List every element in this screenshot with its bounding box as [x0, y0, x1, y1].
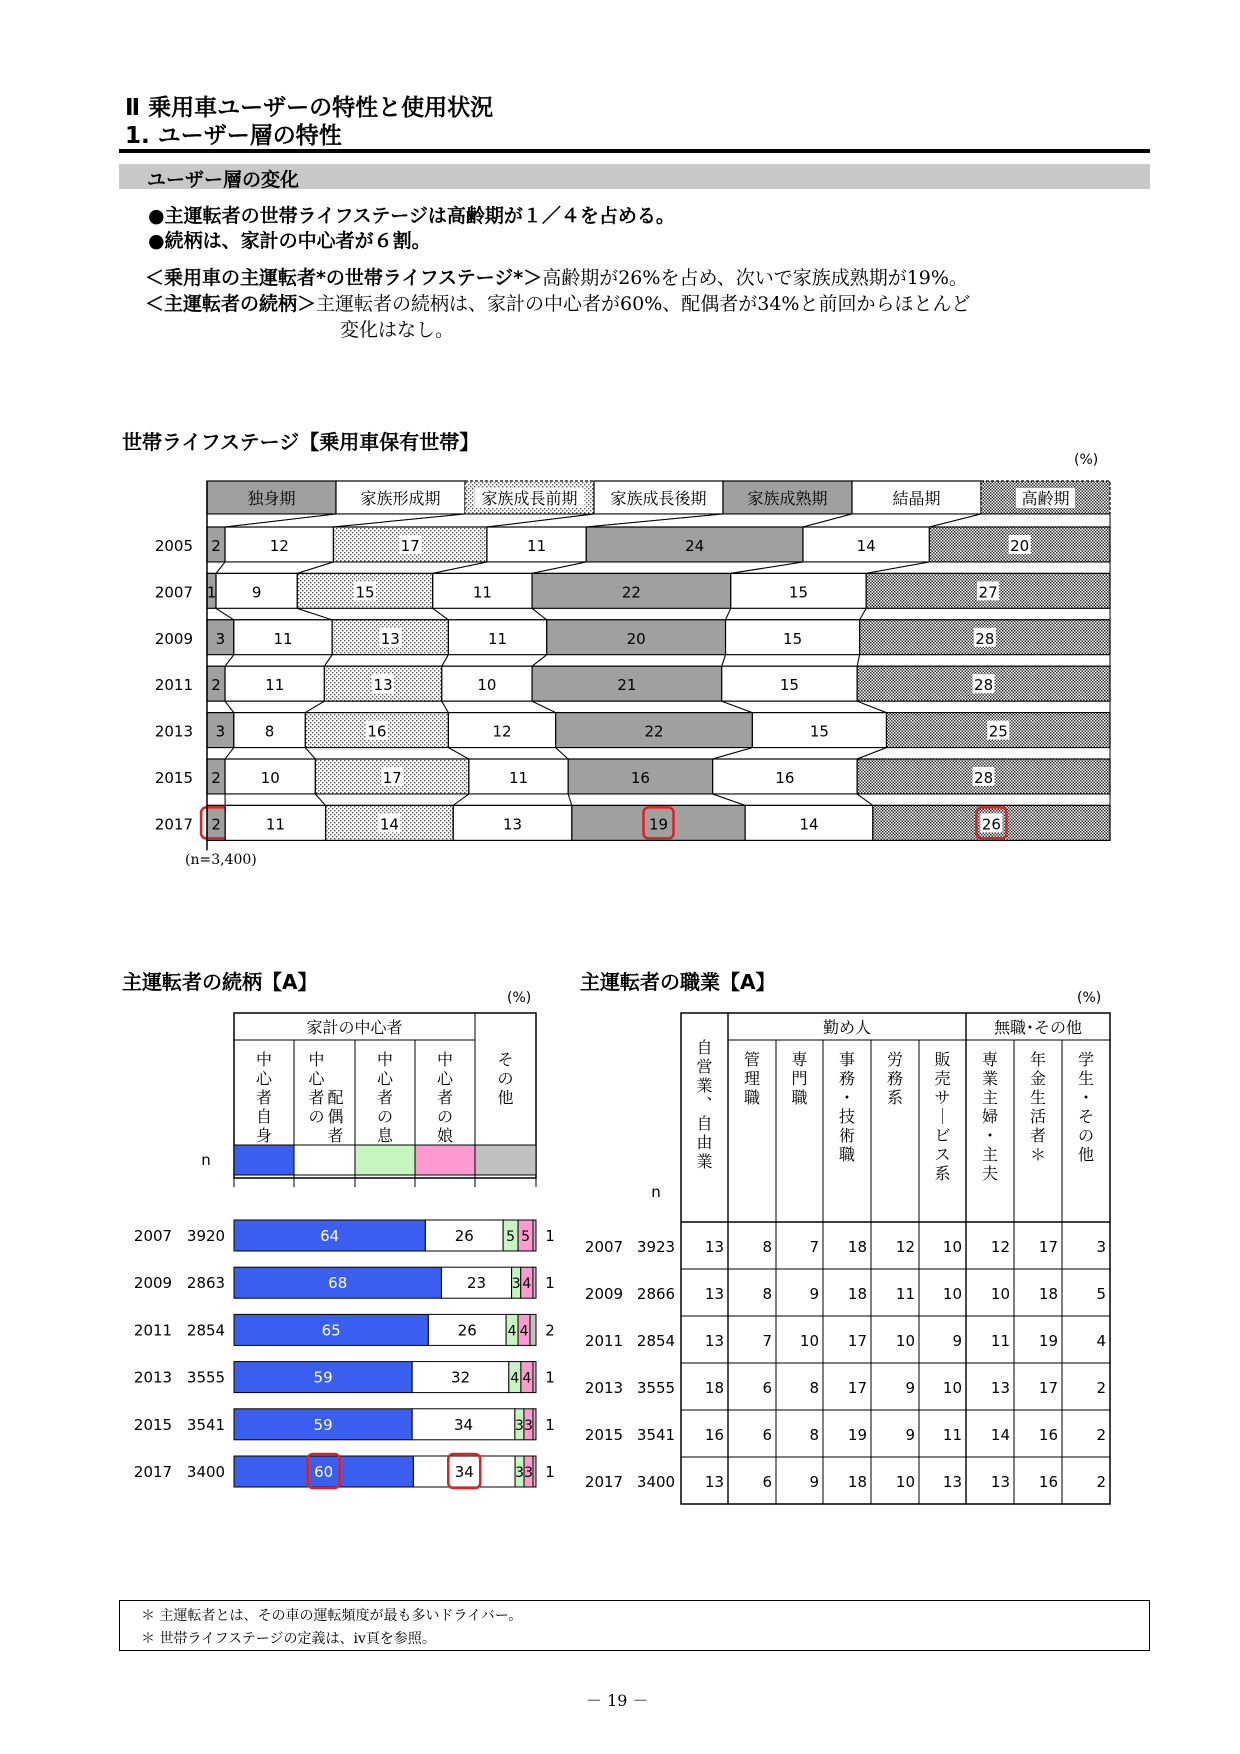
- year-label: 2017: [154, 815, 193, 834]
- col-label-char: 自: [696, 1038, 713, 1057]
- table-cell: 16: [1038, 1426, 1058, 1444]
- value-label: 14: [856, 537, 876, 555]
- value-label: 26: [981, 815, 1001, 834]
- table-cell: 17: [1038, 1238, 1058, 1256]
- value-label: 4: [510, 1370, 520, 1387]
- col-label-char: 夫: [981, 1164, 999, 1183]
- value-label: 5: [506, 1229, 516, 1245]
- value-label: 13: [380, 629, 400, 648]
- col-label-char: ・: [1077, 1088, 1095, 1107]
- col-label-char: 活: [1029, 1107, 1047, 1126]
- table-cell: 11: [990, 1332, 1010, 1350]
- value-label: 2: [211, 537, 221, 555]
- col-label-char: 他: [1077, 1145, 1095, 1164]
- legend-label: 独身期: [247, 489, 296, 508]
- table-cell: 7: [762, 1332, 772, 1350]
- col-label-char: 職: [743, 1088, 761, 1107]
- bullet-2: ●続柄は、家計の中心者が６割。: [148, 230, 431, 252]
- col-label-spouse-char: の: [308, 1107, 325, 1126]
- value-label: 1: [545, 1274, 555, 1293]
- n-value: 3920: [186, 1227, 226, 1245]
- col-label-other-char: の: [497, 1069, 514, 1088]
- col-label-char: ビ: [934, 1126, 951, 1145]
- col-label-son-char: の: [376, 1107, 394, 1126]
- value-label: 22: [621, 583, 641, 602]
- table-cell: 2: [1096, 1473, 1106, 1491]
- paragraph-2-text: 主運転者の続柄は、家計の中心者が60%、配偶者が34%と前回からほとんど: [316, 293, 971, 315]
- paragraph-1-text: 高齢期が26%を占め、次いで家族成熟期が19%。: [542, 267, 968, 289]
- value-label: 11: [273, 629, 293, 648]
- value-label: 34: [454, 1463, 474, 1481]
- value-label: 22: [644, 722, 664, 741]
- col-label-char: 生: [1077, 1069, 1095, 1088]
- table-cell: 10: [799, 1332, 819, 1350]
- value-label: 34: [453, 1415, 474, 1434]
- col-label-char: ︑: [696, 1095, 713, 1114]
- value-label: 14: [799, 815, 819, 834]
- col-label-char: 管: [743, 1050, 761, 1069]
- table-cell: 18: [704, 1379, 724, 1397]
- legend-label: 家族成熟期: [747, 489, 828, 508]
- legend-label: 家族成長後期: [610, 489, 707, 508]
- value-label: 5: [521, 1229, 530, 1245]
- table-cell: 16: [704, 1426, 724, 1444]
- value-label: 17: [382, 769, 402, 787]
- value-label: 3: [524, 1465, 533, 1481]
- value-label: 3: [215, 722, 226, 741]
- value-label: 20: [626, 629, 646, 648]
- value-label: 15: [355, 583, 375, 602]
- col-label-char: 務: [886, 1069, 904, 1088]
- col-label-char: の: [1077, 1126, 1095, 1145]
- table-cell: 8: [762, 1238, 772, 1256]
- col-label-char: 金: [1029, 1069, 1047, 1088]
- footnote-2: ＊ 世帯ライフステージの定義は、ⅳ頁を参照。: [141, 1631, 436, 1647]
- n-value: 3555: [186, 1368, 226, 1387]
- col-label-char: 系: [886, 1088, 904, 1107]
- table-cell: 17: [1038, 1379, 1058, 1397]
- table-cell: 19: [1038, 1332, 1058, 1350]
- col-label-self-char: 中: [255, 1050, 273, 1069]
- value-label: 13: [373, 676, 393, 695]
- year-label: 2015: [584, 1426, 624, 1444]
- col-label-char: 専: [791, 1050, 808, 1069]
- n-value: 2854: [186, 1321, 226, 1340]
- value-label: 11: [527, 537, 547, 555]
- col-label-son-char: 者: [376, 1088, 394, 1107]
- year-label: 2013: [133, 1368, 173, 1387]
- col-label-char: 術: [838, 1126, 856, 1145]
- value-label: 1: [545, 1463, 555, 1481]
- lifestage-chart-title: 世帯ライフステージ【乗用車保有世帯】: [122, 430, 480, 454]
- value-label: 32: [450, 1368, 471, 1387]
- table-cell: 7: [809, 1238, 819, 1256]
- table-cell: 9: [809, 1473, 819, 1491]
- col-label-char: ・: [981, 1126, 999, 1145]
- col-label-spouse-char: 心: [308, 1069, 325, 1088]
- table-cell: 12: [990, 1238, 1010, 1256]
- value-label: 4: [522, 1276, 532, 1293]
- n-value: 2854: [636, 1332, 676, 1350]
- col-label-char: 事: [838, 1050, 856, 1069]
- col-label-char: 業: [981, 1069, 999, 1088]
- col-label-char: 業: [696, 1076, 713, 1095]
- value-label: 11: [265, 815, 285, 834]
- col-label-char: 販: [934, 1050, 951, 1069]
- table-cell: 6: [762, 1426, 772, 1444]
- value-label: 15: [809, 722, 829, 741]
- paragraph-2-cont: 変化はなし。: [340, 319, 455, 341]
- legend-label: 結晶期: [892, 489, 941, 508]
- table-cell: 2: [1096, 1379, 1106, 1397]
- legend-label: 家族形成期: [360, 489, 441, 508]
- col-label-char: 系: [934, 1164, 951, 1183]
- col-label-char: 業: [696, 1152, 713, 1171]
- table-cell: 10: [895, 1332, 915, 1350]
- col-label-self-char: 自: [255, 1107, 273, 1126]
- col-label-char: そ: [1077, 1107, 1095, 1126]
- year-label: 2013: [584, 1379, 624, 1397]
- table-cell: 13: [704, 1285, 724, 1303]
- group-header-label: 無職･その他: [993, 1018, 1083, 1037]
- n-label: n: [201, 1151, 211, 1169]
- n-value: 3541: [186, 1415, 226, 1434]
- table-cell: 8: [762, 1285, 772, 1303]
- value-label: 16: [630, 769, 650, 787]
- value-label: 1: [545, 1368, 555, 1387]
- col-label-spouse-char: 中: [308, 1050, 325, 1069]
- col-label-char: 年: [1029, 1050, 1047, 1069]
- table-cell: 6: [762, 1473, 772, 1491]
- col-label-char: 主: [981, 1088, 999, 1107]
- col-label-char: 営: [696, 1057, 713, 1076]
- col-label-spouse-char: 配: [327, 1088, 344, 1107]
- value-label: 15: [788, 583, 809, 602]
- table-cell: 14: [990, 1426, 1010, 1444]
- table-cell: 13: [704, 1332, 724, 1350]
- value-label: 2: [211, 815, 221, 834]
- col-label-daughter-char: の: [436, 1107, 454, 1126]
- table-cell: 17: [847, 1332, 867, 1350]
- table-cell: 8: [809, 1379, 819, 1397]
- value-label: 4: [519, 1323, 529, 1340]
- table-cell: 4: [1096, 1332, 1106, 1350]
- col-label-char: 職: [838, 1145, 856, 1164]
- table-cell: 5: [1096, 1285, 1106, 1303]
- n-value: 3400: [636, 1473, 676, 1491]
- col-label-char: 生: [1029, 1088, 1047, 1107]
- value-label: 10: [260, 769, 280, 787]
- subsection-title: ユーザー層の変化: [147, 169, 300, 191]
- value-label: 16: [367, 722, 387, 741]
- table-cell: 18: [847, 1285, 867, 1303]
- table-cell: 19: [847, 1426, 867, 1444]
- year-label: 2015: [133, 1415, 173, 1434]
- table-cell: 13: [990, 1473, 1010, 1491]
- col-label-char: ｜: [934, 1107, 951, 1126]
- year-label: 2007: [154, 583, 193, 602]
- table-cell: 9: [905, 1426, 915, 1444]
- table-cell: 16: [1038, 1473, 1058, 1491]
- year-label: 2017: [133, 1463, 173, 1481]
- value-label: 20: [1010, 537, 1030, 555]
- table-cell: 11: [942, 1426, 962, 1444]
- table-cell: 10: [895, 1473, 915, 1491]
- value-label: 25: [988, 722, 1008, 741]
- year-label: 2007: [584, 1238, 624, 1256]
- value-label: 60: [314, 1463, 334, 1481]
- occupation-unit: (%): [1077, 990, 1102, 1006]
- value-label: 11: [508, 769, 529, 787]
- paragraph-2-label: ＜主運転者の続柄＞: [145, 293, 317, 315]
- col-label-char: 技: [838, 1107, 856, 1126]
- value-label: 28: [975, 629, 995, 648]
- table-cell: 8: [809, 1426, 819, 1444]
- col-label-char: 理: [743, 1069, 761, 1088]
- table-cell: 6: [762, 1379, 772, 1397]
- col-label-char: 労: [886, 1050, 904, 1069]
- year-label: 2005: [154, 537, 193, 555]
- value-label: 14: [379, 815, 399, 834]
- occupation-table-title: 主運転者の職業【A】: [580, 970, 776, 994]
- col-label-char: 由: [696, 1133, 713, 1152]
- legend-label: 高齢期: [1021, 489, 1070, 508]
- col-label-self-char: 心: [255, 1069, 273, 1088]
- col-label-spouse-char: 者: [327, 1126, 344, 1145]
- col-label-char: 門: [791, 1069, 808, 1088]
- value-label: 59: [313, 1368, 333, 1387]
- col-label-char: 職: [791, 1088, 808, 1107]
- value-label: 68: [328, 1274, 348, 1293]
- lifestage-note: (n=3,400): [185, 852, 257, 868]
- table-cell: 2: [1096, 1426, 1106, 1444]
- value-label: 12: [269, 537, 289, 555]
- n-value: 3400: [186, 1463, 226, 1481]
- n-value: 3555: [636, 1379, 676, 1397]
- n-value: 2863: [186, 1274, 226, 1293]
- col-label-daughter-char: 中: [436, 1050, 454, 1069]
- value-label: 13: [503, 815, 523, 834]
- table-cell: 12: [895, 1238, 915, 1256]
- year-label: 2007: [133, 1227, 173, 1245]
- value-label: 19: [648, 815, 669, 834]
- value-label: 26: [457, 1321, 477, 1340]
- bullet-1: ●主運転者の世帯ライフステージは高齢期が１／４を占める。: [148, 205, 675, 227]
- col-label-char: 自: [696, 1114, 713, 1133]
- value-label: 1: [545, 1227, 555, 1245]
- value-label: 59: [313, 1415, 333, 1434]
- value-label: 4: [507, 1323, 517, 1340]
- table-cell: 13: [990, 1379, 1010, 1397]
- value-label: 28: [974, 676, 994, 695]
- col-label-char: 者: [1029, 1126, 1047, 1145]
- col-label-char: ＊: [1029, 1145, 1047, 1164]
- year-label: 2017: [584, 1473, 624, 1491]
- value-label: 17: [400, 537, 420, 555]
- relationship-chart-title: 主運転者の続柄【A】: [122, 970, 318, 994]
- value-label: 1: [206, 583, 217, 602]
- col-label-daughter-char: 者: [436, 1088, 454, 1107]
- col-label-son-char: 中: [376, 1050, 394, 1069]
- value-label: 2: [545, 1321, 555, 1340]
- value-label: 12: [492, 722, 512, 741]
- col-label-char: 専: [981, 1050, 999, 1069]
- value-label: 11: [472, 583, 492, 602]
- col-label-son-char: 心: [376, 1069, 394, 1088]
- year-label: 2009: [584, 1285, 624, 1303]
- col-label-char: ス: [934, 1145, 951, 1164]
- col-label-char: 主: [981, 1145, 999, 1164]
- n-value: 3923: [636, 1238, 676, 1256]
- col-label-spouse-char: 者: [308, 1088, 325, 1107]
- value-label: 4: [522, 1370, 532, 1387]
- col-label-char: 婦: [981, 1107, 999, 1126]
- value-label: 21: [617, 676, 637, 695]
- n-label: n: [651, 1183, 661, 1201]
- table-cell: 10: [990, 1285, 1010, 1303]
- value-label: 11: [265, 676, 285, 695]
- table-cell: 10: [942, 1379, 962, 1397]
- col-label-char: サ: [934, 1088, 951, 1107]
- table-cell: 13: [704, 1238, 724, 1256]
- col-label-other-char: そ: [497, 1050, 514, 1069]
- chapter-title: Ⅱ 乗用車ユーザーの特性と使用状況: [125, 95, 494, 121]
- value-label: 2: [211, 769, 221, 787]
- paragraph-1-label: ＜乗用車の主運転者*の世帯ライフステージ*＞: [145, 267, 543, 289]
- table-cell: 18: [1038, 1285, 1058, 1303]
- year-label: 2011: [154, 676, 193, 695]
- col-label-spouse-char: 偶: [327, 1107, 344, 1126]
- relationship-unit: (%): [507, 990, 532, 1006]
- value-label: 1: [545, 1415, 555, 1434]
- col-label-other-char: 他: [497, 1088, 514, 1107]
- table-cell: 10: [942, 1238, 962, 1256]
- n-value: 3541: [636, 1426, 676, 1444]
- value-label: 26: [454, 1227, 474, 1245]
- col-label-self-char: 者: [255, 1088, 273, 1107]
- col-label-char: 売: [934, 1069, 951, 1088]
- value-label: 28: [974, 769, 994, 787]
- table-cell: 9: [809, 1285, 819, 1303]
- col-label-daughter-char: 娘: [436, 1126, 454, 1145]
- value-label: 10: [477, 676, 497, 695]
- lifestage-unit: (%): [1074, 452, 1099, 468]
- value-label: 9: [251, 583, 262, 602]
- group-header-label: 勤め人: [822, 1018, 872, 1037]
- year-label: 2011: [584, 1332, 624, 1350]
- year-label: 2009: [154, 629, 193, 648]
- value-label: 15: [783, 629, 803, 648]
- value-label: 3: [523, 1417, 533, 1434]
- group-header-label: 家計の中心者: [306, 1018, 403, 1037]
- year-label: 2015: [154, 769, 193, 787]
- year-label: 2011: [133, 1321, 173, 1340]
- table-cell: 17: [847, 1379, 867, 1397]
- year-label: 2013: [154, 722, 193, 741]
- n-value: 2866: [636, 1285, 676, 1303]
- value-label: 16: [775, 769, 795, 787]
- value-label: 65: [321, 1321, 341, 1340]
- table-cell: 13: [942, 1473, 962, 1491]
- col-label-char: 務: [838, 1069, 856, 1088]
- value-label: 64: [320, 1227, 340, 1245]
- value-label: 3: [215, 629, 226, 648]
- value-label: 2: [211, 676, 221, 695]
- footnote-box: [119, 1600, 1150, 1651]
- table-cell: 13: [704, 1473, 724, 1491]
- value-label: 11: [488, 629, 508, 648]
- section-title: 1. ユーザー層の特性: [125, 123, 342, 149]
- table-cell: 9: [905, 1379, 915, 1397]
- table-cell: 18: [847, 1238, 867, 1256]
- value-label: 15: [779, 676, 799, 695]
- value-label: 3: [515, 1465, 525, 1481]
- year-label: 2009: [133, 1274, 173, 1293]
- value-label: 27: [978, 583, 998, 602]
- table-cell: 9: [952, 1332, 962, 1350]
- value-label: 3: [514, 1417, 524, 1434]
- col-label-daughter-char: 心: [436, 1069, 454, 1088]
- value-label: 24: [685, 537, 705, 555]
- table-cell: 11: [895, 1285, 915, 1303]
- legend-label: 家族成長前期: [481, 489, 578, 508]
- value-label: 3: [511, 1276, 521, 1293]
- value-label: 23: [466, 1274, 487, 1293]
- col-label-char: ・: [838, 1088, 856, 1107]
- value-label: 8: [264, 722, 275, 741]
- table-cell: 3: [1096, 1238, 1106, 1256]
- page-number: － 19 －: [586, 1691, 649, 1710]
- col-label-char: 学: [1077, 1050, 1095, 1069]
- col-label-self-char: 身: [255, 1126, 273, 1145]
- col-label-son-char: 息: [376, 1126, 394, 1145]
- footnote-1: ＊ 主運転者とは、その車の運転頻度が最も多いドライバー。: [141, 1608, 523, 1624]
- table-cell: 18: [847, 1473, 867, 1491]
- table-cell: 10: [942, 1285, 962, 1303]
